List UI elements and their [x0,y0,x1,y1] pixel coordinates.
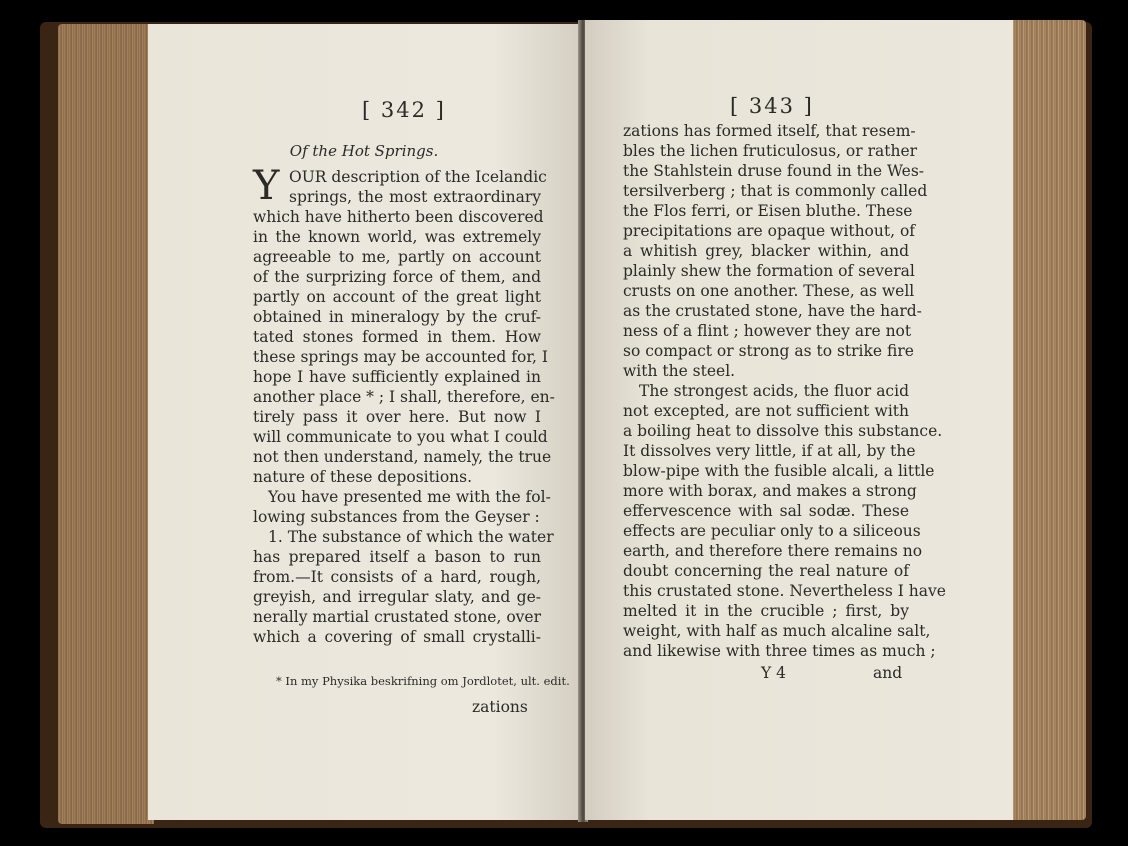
left-line: OUR description of the Icelandic [289,168,547,186]
left-page [148,24,580,820]
right-line: precipitations are opaque without, of [623,222,916,240]
left-line: these springs may be accounted for, I [253,348,549,366]
right-line: ness of a flint ; however they are not [623,322,912,340]
left-line: springs, the most extraordinary [289,188,541,206]
left-line: lowing substances from the Geyser : [253,508,540,526]
right-line: not excepted, are not sufficient with [623,402,909,420]
right-page-number: [ 343 ] [730,94,814,118]
right-line: the Flos ferri, or Eisen bluthe. These [623,202,913,220]
right-line: the Stahlstein druse found in the Wes- [623,162,925,180]
left-line: greyish, and irregular slaty, and ge- [253,588,541,606]
right-line: and likewise with three times as much ; [623,642,936,660]
right-line: with the steel. [623,362,736,380]
left-line: not then understand, namely, the true [253,448,552,466]
right-line: plainly shew the formation of several [623,262,915,280]
left-page-number: [ 342 ] [362,98,446,122]
left-page-edges [58,24,154,824]
left-line: has prepared itself a bason to run [253,548,541,566]
right-line: tersilverberg ; that is commonly called [623,182,928,200]
left-line: partly on account of the great light [253,288,541,306]
right-line: It dissolves very little, if at all, by the [623,442,916,460]
right-line: this crustated stone. Nevertheless I have [623,582,946,600]
left-line: tirely pass it over here. But now I [253,408,541,426]
left-line: in the known world, was extremely [253,228,541,246]
right-line: bles the lichen fruticulosus, or rather [623,142,918,160]
right-line: doubt concerning the real nature of [623,562,909,580]
left-line: tated stones formed in them. How [253,328,541,346]
right-catchword: and [873,664,903,682]
drop-cap: Y [253,163,280,209]
right-line: The strongest acids, the fluor acid [639,382,909,400]
left-line: which a covering of small crystalli- [253,628,541,646]
right-line: blow-pipe with the fusible alcali, a little [623,462,935,480]
left-line: of the surprizing force of them, and [253,268,541,286]
left-line: will communicate to you what I could [253,428,548,446]
right-line: as the crustated stone, have the hard- [623,302,922,320]
right-line: zations has formed itself, that resem- [623,122,916,140]
left-line: hope I have sufficiently explained in [253,368,541,386]
left-line: nerally martial crustated stone, over [253,608,542,626]
left-line: obtained in mineralogy by the cruf- [253,308,541,326]
right-line: effervescence with sal sodæ. These [623,502,909,520]
right-line: a whitish grey, blacker within, and [623,242,909,260]
left-line: 1. The substance of which the water [268,528,554,546]
right-line: more with borax, and makes a strong [623,482,917,500]
left-line: nature of these depositions. [253,468,473,486]
right-line: so compact or strong as to strike fire [623,342,914,360]
right-line: weight, with half as much alcaline salt, [623,622,931,640]
left-line: which have hitherto been discovered [253,208,544,226]
signature-mark: Y 4 [761,664,787,682]
right-page-edges [1010,20,1086,820]
left-catchword: zations [472,698,528,716]
left-line: agreeable to me, partly on account [253,248,541,266]
right-line: effects are peculiar only to a siliceous [623,522,921,540]
right-line: earth, and therefore there remains no [623,542,923,560]
footnote: * In my Physika beskrifning om Jordlotet, ult. edit. [276,674,570,688]
right-line: melted it in the crucible ; first, by [623,602,909,620]
right-line: a boiling heat to dissolve this substance. [623,422,943,440]
right-page [585,20,1013,820]
left-line: You have presented me with the fol- [268,488,551,506]
left-page-heading: Of the Hot Springs. [289,142,439,160]
left-line: another place * ; I shall, therefore, en- [253,388,555,406]
left-line: from.—It consists of a hard, rough, [253,568,541,586]
right-line: crusts on one another. These, as well [623,282,915,300]
